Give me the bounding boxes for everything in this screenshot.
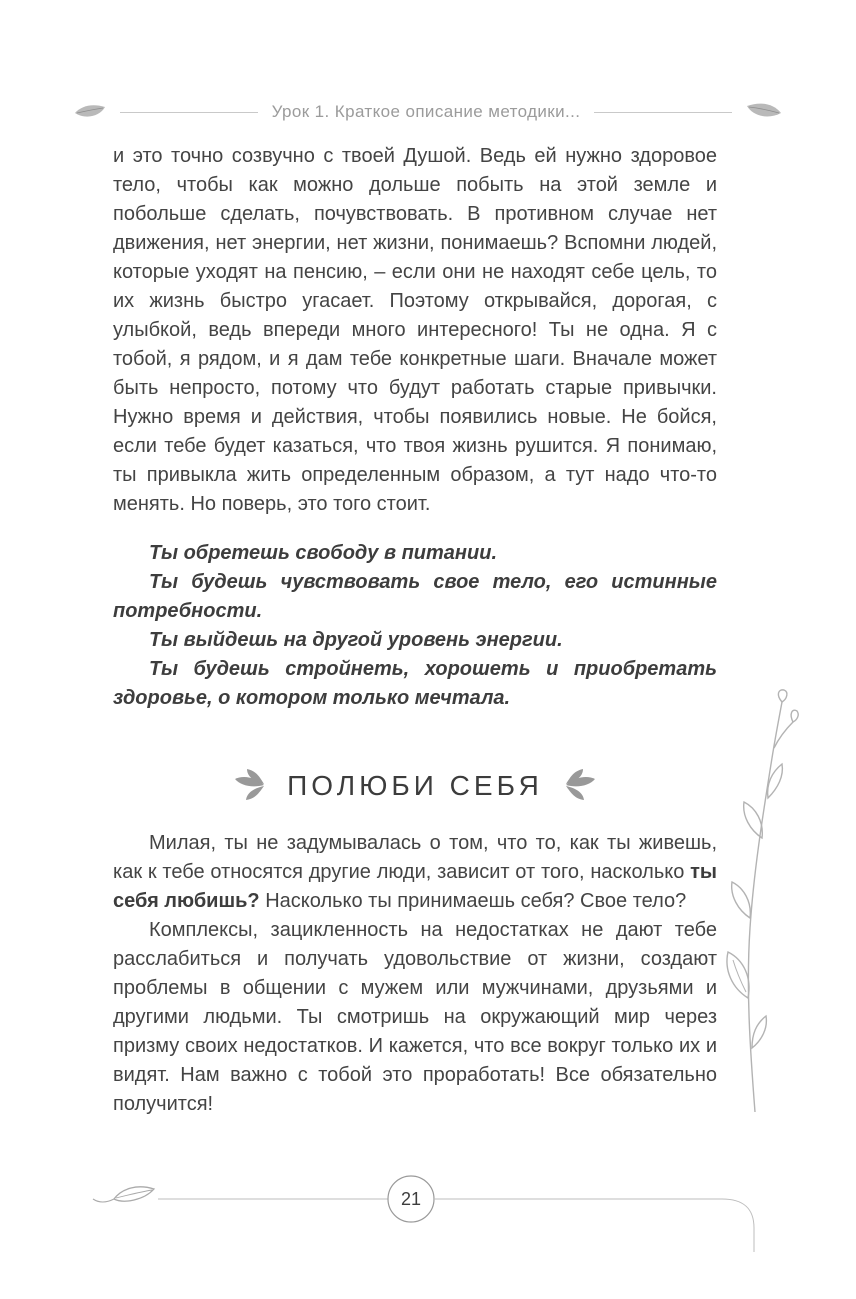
- body-paragraph: и это точно созвучно с твоей Душой. Ведь ей нужно здоровое тело, чтобы как можно дольше побыть на этой земле и побольше сделать, почувствовать. В противном случае нет движения, нет энергии, нет жизни, понимаешь? Вспомни людей, которые уходят на пенсию, – если они не находят себе цель, то их жизнь быстро угасает. Поэтому открывайся, дорогая, с улыбкой, ведь впереди много интересного! Ты не одна. Я с тобой, я рядом, и я дам тебе конкретные шаги. Вначале может быть непросто, потому что будут работать старые привычки. Нужно время и действия, чтобы появились новые. Не бойся, если тебе будет казаться, что твоя жизнь рушится. Я понимаю, ты привыкла жить определенным образом, а тут надо что-то менять. Но поверь, это того стоит.: [113, 145, 717, 515]
- bold-phrase: ты себя любишь?: [113, 861, 717, 912]
- section-title: ПОЛЮБИ СЕБЯ: [287, 769, 543, 801]
- leaf-icon: [74, 102, 106, 122]
- page-content: [113, 142, 717, 1119]
- fleuron-leaves-icon: [563, 769, 597, 801]
- branch-decoration-icon: [700, 688, 800, 1116]
- page-number: 21: [400, 1189, 422, 1209]
- promise-list: [113, 539, 717, 713]
- paragraph-tail: Насколько ты принимаешь себя? Свое тело?: [259, 890, 687, 912]
- paragraph-lead: Милая, ты не задумывалась о том, что то, как ты живешь, как к тебе относятся другие люди, зависит от того, насколько: [113, 832, 717, 883]
- body-paragraph: Комплексы, зацикленность на недостатках не дают тебе расслабиться и получать удовольствие от жизни, создают проблемы в общении с мужем или мужчинами, друзьями и другими людьми. Ты смотришь на окружающий мир через призму своих недостатков. И кажется, что все вокруг только их и видят. Нам важно с тобой это проработать! Все обязательно получится!: [113, 919, 717, 1115]
- promise-line: Ты будешь чувствовать свое тело, его истинные потребности.: [113, 571, 717, 622]
- fleuron-leaves-icon: [233, 769, 267, 801]
- running-head: Урок 1. Краткое описание методики...: [271, 102, 581, 121]
- leaf-icon: [746, 100, 782, 124]
- body-paragraph: [113, 829, 717, 916]
- promise-line: Ты выйдешь на другой уровень энергии.: [149, 629, 563, 651]
- promise-line: Ты обретешь свободу в питании.: [149, 542, 497, 564]
- promise-line: Ты будешь стройнеть, хорошеть и приобретать здоровье, о котором только мечтала.: [113, 658, 717, 709]
- section-heading: [113, 769, 717, 801]
- page-header: [74, 100, 782, 124]
- header-rule-left: [120, 112, 258, 113]
- header-rule-right: [594, 112, 732, 113]
